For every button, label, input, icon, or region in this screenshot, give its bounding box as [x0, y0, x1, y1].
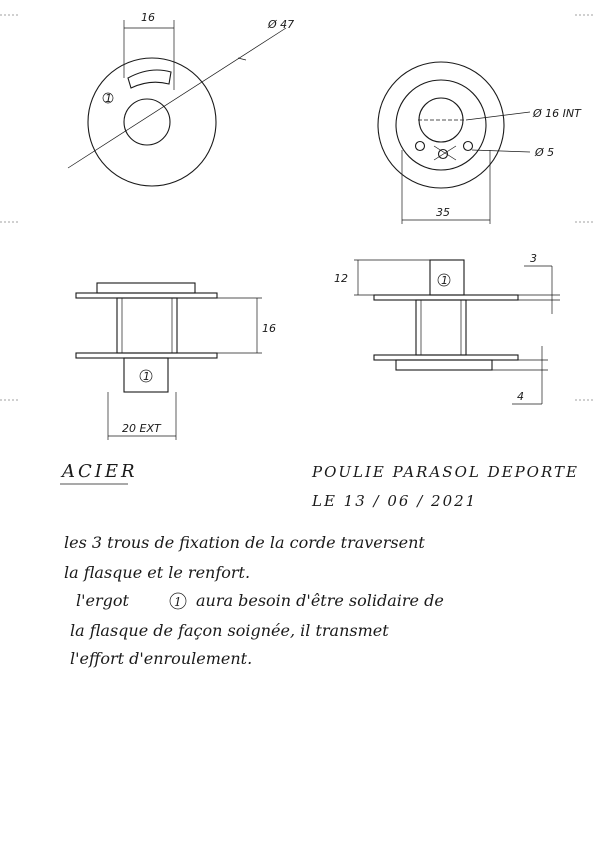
note-line-3: l'ergot	[76, 591, 129, 610]
top-flange	[76, 293, 217, 298]
title-block	[60, 461, 579, 510]
top-lug	[97, 283, 195, 293]
dim-height-label: 16	[262, 322, 276, 335]
margin-dots	[0, 15, 595, 400]
note-callout-1: 1	[174, 595, 182, 609]
callout-1-right: 1	[441, 274, 448, 287]
hole-1	[416, 142, 425, 151]
diameter-line	[68, 28, 286, 168]
top-right-view	[378, 62, 582, 224]
part-name-label: POULIE PARASOL DEPORTE	[312, 463, 579, 481]
dim-hole-label: Ø 5	[535, 146, 555, 159]
hole-3	[464, 142, 473, 151]
note-line-5: l'effort d'enroulement.	[70, 649, 253, 668]
dim-diameter-label: Ø 47	[268, 18, 295, 31]
dim-bore-label: Ø 16 INT	[533, 107, 581, 120]
dim-base-label: 20 EXT	[122, 422, 161, 435]
note-line-2: la flasque et le renfort.	[64, 563, 251, 582]
outer-circle	[378, 62, 504, 188]
dim-top-label: 12	[334, 272, 348, 285]
dim-spacing-label: 35	[436, 206, 450, 219]
material-label: ACIER	[62, 461, 138, 482]
outer-circle	[88, 58, 216, 186]
date-label: LE 13 / 06 / 2021	[312, 492, 478, 510]
top-left-view	[68, 11, 294, 186]
bore-circle	[124, 99, 170, 145]
bottom-flange	[76, 353, 217, 358]
side-left-view	[76, 283, 276, 440]
callout-1: 1	[105, 92, 112, 105]
note-line-1: les 3 trous de fixation de la corde traversent	[64, 533, 425, 552]
callout-1-side: 1	[143, 370, 150, 383]
lug-shape	[128, 70, 171, 88]
notes-block	[64, 533, 444, 668]
bottom-flange	[374, 355, 518, 360]
dim-width-label: 16	[141, 11, 155, 24]
side-right-view	[334, 252, 560, 404]
dim-flange-label: 3	[530, 252, 537, 265]
reinforcement	[396, 360, 492, 370]
dim-bottom-label: 4	[517, 390, 524, 403]
top-flange	[374, 295, 518, 300]
inner-circle	[396, 80, 486, 170]
tube	[117, 298, 177, 353]
note-line-4: la flasque de façon soignée, il transmet	[70, 621, 389, 640]
note-line-3-rest: aura besoin d'être solidaire de	[196, 591, 444, 610]
tube	[416, 300, 466, 355]
